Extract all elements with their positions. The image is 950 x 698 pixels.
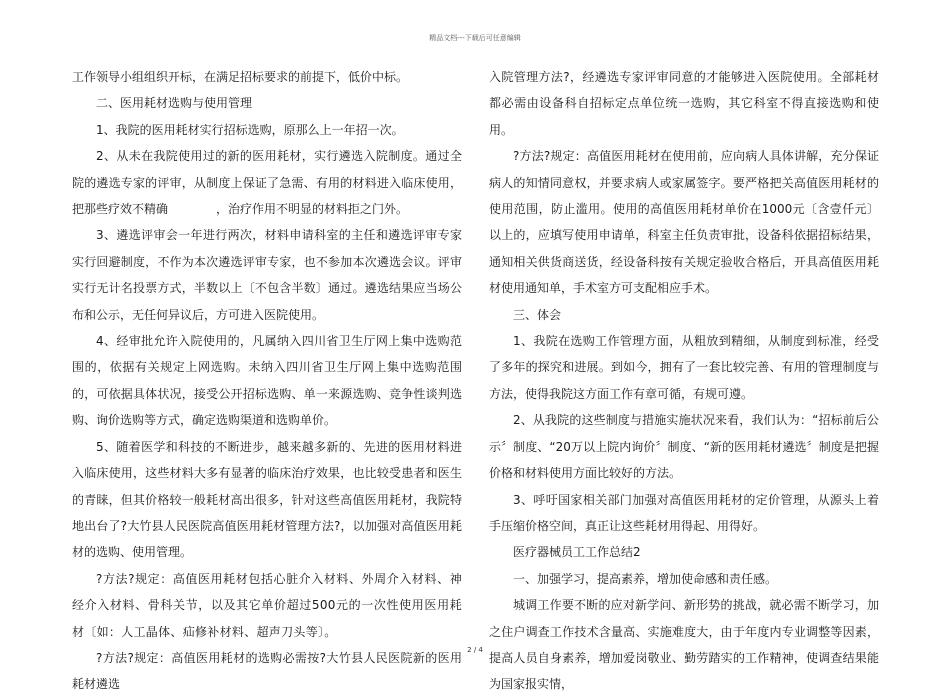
- right-column: [489, 64, 879, 698]
- paragraph: 5、随着医学和科技的不断进步，越来越多新的、先进的医用材料进入临床使用，这些材料大多有显著的临床治疗效果，也比较受患者和医生的青睐，但其价格较一般耗材高出很多，针对这些高值医用耗材，我院特地出台了?大竹县人民医院高值医用耗材管理方法?，以加强对高值医用耗材的选购、使用管理。: [72, 439, 462, 560]
- section-heading: 三、体会: [513, 307, 562, 322]
- page-header: 精品文档---下载后可任意编辑: [429, 34, 521, 42]
- document-title: 医疗器械员工工作总结2: [513, 545, 641, 560]
- paragraph: 入院管理方法?，经遴选专家评审同意的才能够进入医院使用。全部耗材都必需由设备科自招标定点单位统一选购，其它科室不得直接选购和使用。: [489, 70, 879, 137]
- paragraph: 1、我院在选购工作管理方面，从粗放到精细，从制度到标准，经受了多年的探究和进展。到如今，拥有了一套比较完善、有用的管理制度与方法，使得我院这方面工作有章可循，有规可遵。: [489, 334, 879, 401]
- section-heading: 二、医用耗材选购与使用管理: [96, 96, 253, 111]
- paragraph: 4、经审批允许入院使用的，凡属纳入四川省卫生厅网上集中选购范围的，依据有关规定上网选购。未纳入四川省卫生厅网上集中选购范围的，可依据具体状况，接受公开招标选购、单一来源选购、竞争性谈判选购、询价选购等方式，确定选购渠道和选购单价。: [72, 334, 462, 428]
- section-heading: 一、加强学习，提高素养，增加使命感和责任感。: [513, 571, 778, 586]
- paragraph: 城调工作要不断的应对新学问、新形势的挑战，就必需不断学习，加之住户调查工作技术含量高、实施难度大，由于年度内专业调整等因素，提高人员自身素养，增加爱岗敬业、勤劳踏实的工作精神，使调查结果能为国家报实情，: [489, 598, 879, 692]
- paragraph: 2、从我院的这些制度与措施实施状况来看，我们认为：“招标前后公示〞制度、“20万以上院内询价〞制度、“新的医用耗材遴选〞制度是把握价格和材料使用方面比较好的方法。: [489, 413, 879, 481]
- paragraph: ?方法?规定：高值医用耗材在使用前，应向病人具体讲解，充分保证病人的知情同意权，并要求病人或家属签字。要严格把关高值医用耗材的使用范围，防止滥用。使用的高值医用耗材单价在1000元〔含壹仟元〕以上的，应填写使用申请单，科室主任负责审批，设备科依据招标结果，通知相关供货商送货，经设备科按有关规定验收合格后，开具高值医用耗材使用通知单，手术室方可支配相应手术。: [489, 149, 879, 296]
- left-column: [72, 64, 462, 698]
- page-number: 2 / 4: [467, 646, 483, 654]
- paragraph: ?方法?规定：高值医用耗材包括心脏介入材料、外周介入材料、神经介入材料、骨科关节，以及其它单价超过500元的一次性使用医用耗材〔如：人工晶体、疝修补材料、超声刀头等〕。: [72, 571, 462, 639]
- paragraph: 2、从未在我院使用过的新的医用耗材，实行遴选入院制度。通过全院的遴选专家的评审，从制度上保证了急需、有用的材料进入临床使用，把那些疗效不精确 ，治疗作用不明显的材料拒之门外。: [72, 149, 462, 217]
- paragraph: ?方法?规定：高值医用耗材的选购必需按?大竹县人民医院新的医用耗材遴选: [72, 650, 462, 692]
- paragraph: 3、呼吁国家相关部门加强对高值医用耗材的定价管理，从源头上着手压缩价格空间，真正让这些耗材用得起、用得好。: [489, 492, 879, 533]
- paragraph: 1、我院的医用耗材实行招标选购，原那么上一年招一次。: [96, 122, 404, 137]
- paragraph: 工作领导小组组织开标，在满足招标要求的前提下，低价中标。: [72, 70, 409, 84]
- paragraph: 3、遴选评审会一年进行两次，材料申请科室的主任和遴选评审专家实行回避制度，不作为本次遴选评审专家，也不参加本次遴选会议。评审实行无计名投票方式，半数以上〔不包含半数〕通过。遴选结果应当场公布和公示，无任何异议后，方可进入医院使用。: [72, 228, 462, 322]
